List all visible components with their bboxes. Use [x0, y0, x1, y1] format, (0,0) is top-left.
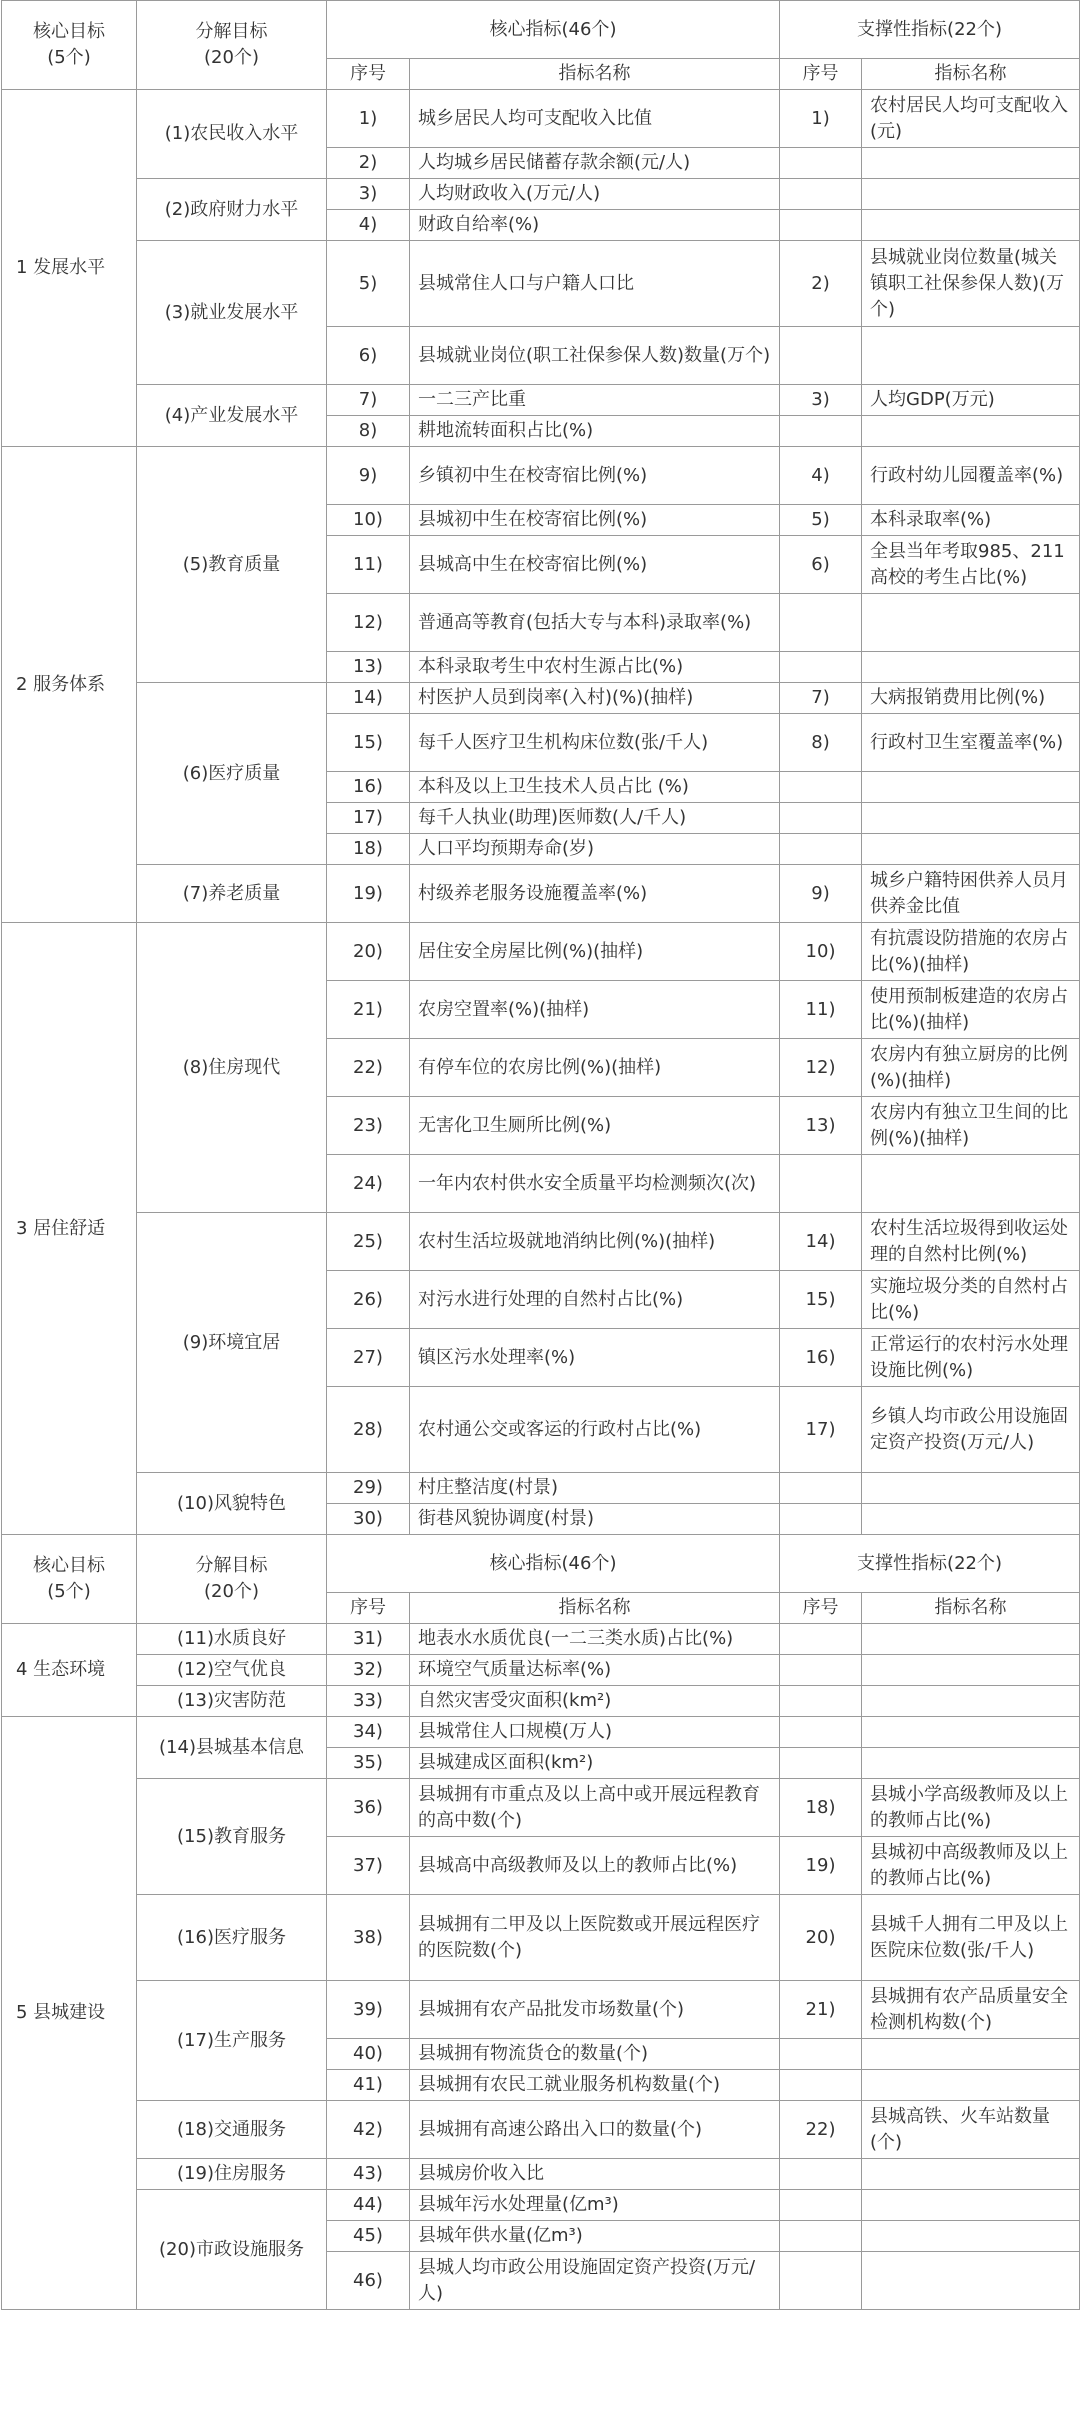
support-name: 农村居民人均可支配收入(元) [862, 90, 1080, 148]
core-goal-cell: 4 生态环境 [2, 1624, 137, 1717]
core-name: 县城高中生在校寄宿比例(%) [410, 536, 780, 594]
empty-cell [862, 416, 1080, 447]
empty-cell [780, 148, 862, 179]
support-name: 乡镇人均市政公用设施固定资产投资(万元/人) [862, 1387, 1080, 1473]
header-support-indicator: 支撑性指标(22个) [780, 1, 1080, 59]
support-seq: 19) [780, 1837, 862, 1895]
empty-cell [780, 1624, 862, 1655]
sub-goal-cell: (19)住房服务 [137, 2159, 327, 2190]
table-row [2, 865, 1080, 923]
core-seq: 44) [327, 2190, 410, 2221]
sub-goal-cell: (7)养老质量 [137, 865, 327, 923]
sub-goal-cell: (8)住房现代 [137, 923, 327, 1213]
core-name: 县城年供水量(亿m³) [410, 2221, 780, 2252]
support-name: 农村生活垃圾得到收运处理的自然村比例(%) [862, 1213, 1080, 1271]
support-seq: 3) [780, 385, 862, 416]
core-seq: 33) [327, 1686, 410, 1717]
core-seq: 12) [327, 594, 410, 652]
support-seq: 7) [780, 683, 862, 714]
core-name: 县城年污水处理量(亿m³) [410, 2190, 780, 2221]
empty-cell [780, 772, 862, 803]
core-name: 一二三产比重 [410, 385, 780, 416]
core-name: 县城拥有高速公路出入口的数量(个) [410, 2101, 780, 2159]
sub-goal-cell: (18)交通服务 [137, 2101, 327, 2159]
support-seq: 22) [780, 2101, 862, 2159]
support-name: 农房内有独立厨房的比例(%)(抽样) [862, 1039, 1080, 1097]
core-name: 乡镇初中生在校寄宿比例(%) [410, 447, 780, 505]
header-core-goal: 核心目标 (5个) [2, 1535, 137, 1624]
support-name: 县城拥有农产品质量安全检测机构数(个) [862, 1981, 1080, 2039]
empty-cell [862, 1655, 1080, 1686]
support-seq: 4) [780, 447, 862, 505]
table-row [2, 90, 1080, 148]
core-name: 村庄整洁度(村景) [410, 1473, 780, 1504]
table-row [2, 1686, 1080, 1717]
core-seq: 31) [327, 1624, 410, 1655]
core-seq: 27) [327, 1329, 410, 1387]
core-goal-cell: 2 服务体系 [2, 447, 137, 923]
empty-cell [862, 2159, 1080, 2190]
empty-cell [862, 210, 1080, 241]
sub-goal-cell: (16)医疗服务 [137, 1895, 327, 1981]
header-name: 指标名称 [410, 1593, 780, 1624]
core-seq: 22) [327, 1039, 410, 1097]
core-seq: 14) [327, 683, 410, 714]
support-name: 县城初中高级教师及以上的教师占比(%) [862, 1837, 1080, 1895]
support-seq: 17) [780, 1387, 862, 1473]
empty-cell [862, 2252, 1080, 2310]
empty-cell [780, 1655, 862, 1686]
support-name: 人均GDP(万元) [862, 385, 1080, 416]
core-seq: 34) [327, 1717, 410, 1748]
core-seq: 30) [327, 1504, 410, 1535]
core-seq: 29) [327, 1473, 410, 1504]
core-seq: 17) [327, 803, 410, 834]
core-name: 农房空置率(%)(抽样) [410, 981, 780, 1039]
empty-cell [780, 1717, 862, 1748]
table-row [2, 2159, 1080, 2190]
empty-cell [862, 2070, 1080, 2101]
support-name: 县城千人拥有二甲及以上医院床位数(张/千人) [862, 1895, 1080, 1981]
header-core-indicator: 核心指标(46个) [327, 1, 780, 59]
core-name: 县城高中高级教师及以上的教师占比(%) [410, 1837, 780, 1895]
empty-cell [780, 803, 862, 834]
empty-cell [780, 179, 862, 210]
support-name: 行政村幼儿园覆盖率(%) [862, 447, 1080, 505]
core-name: 人均城乡居民储蓄存款余额(元/人) [410, 148, 780, 179]
support-seq: 18) [780, 1779, 862, 1837]
core-name: 村医护人员到岗率(入村)(%)(抽样) [410, 683, 780, 714]
header-core-goal: 核心目标 (5个) [2, 1, 137, 90]
empty-cell [780, 2221, 862, 2252]
sub-goal-cell: (6)医疗质量 [137, 683, 327, 865]
core-name: 县城常住人口规模(万人) [410, 1717, 780, 1748]
support-name: 大病报销费用比例(%) [862, 683, 1080, 714]
sub-goal-cell: (14)县城基本信息 [137, 1717, 327, 1779]
empty-cell [862, 772, 1080, 803]
empty-cell [862, 1504, 1080, 1535]
core-name: 农村生活垃圾就地消纳比例(%)(抽样) [410, 1213, 780, 1271]
table-row [2, 2101, 1080, 2159]
core-seq: 42) [327, 2101, 410, 2159]
sub-goal-cell: (10)风貌特色 [137, 1473, 327, 1535]
empty-cell [862, 1686, 1080, 1717]
support-name: 本科录取率(%) [862, 505, 1080, 536]
support-seq: 10) [780, 923, 862, 981]
core-seq: 20) [327, 923, 410, 981]
support-name: 县城高铁、火车站数量(个) [862, 2101, 1080, 2159]
support-seq: 5) [780, 505, 862, 536]
empty-cell [862, 2039, 1080, 2070]
header-seq: 序号 [327, 59, 410, 90]
empty-cell [862, 1748, 1080, 1779]
empty-cell [862, 327, 1080, 385]
empty-cell [780, 327, 862, 385]
support-seq: 13) [780, 1097, 862, 1155]
core-seq: 26) [327, 1271, 410, 1329]
empty-cell [780, 1748, 862, 1779]
core-seq: 8) [327, 416, 410, 447]
sub-goal-cell: (1)农民收入水平 [137, 90, 327, 179]
core-name: 县城就业岗位(职工社保参保人数)数量(万个) [410, 327, 780, 385]
core-seq: 18) [327, 834, 410, 865]
empty-cell [862, 1624, 1080, 1655]
core-name: 无害化卫生厕所比例(%) [410, 1097, 780, 1155]
support-name: 正常运行的农村污水处理设施比例(%) [862, 1329, 1080, 1387]
empty-cell [780, 2039, 862, 2070]
core-name: 城乡居民人均可支配收入比值 [410, 90, 780, 148]
sub-goal-cell: (12)空气优良 [137, 1655, 327, 1686]
core-seq: 7) [327, 385, 410, 416]
core-name: 每千人执业(助理)医师数(人/千人) [410, 803, 780, 834]
table-header-row [2, 1, 1080, 59]
header-seq: 序号 [780, 59, 862, 90]
support-seq: 14) [780, 1213, 862, 1271]
core-name: 本科录取考生中农村生源占比(%) [410, 652, 780, 683]
core-name: 县城建成区面积(km²) [410, 1748, 780, 1779]
core-seq: 1) [327, 90, 410, 148]
support-seq: 21) [780, 1981, 862, 2039]
table-row [2, 1717, 1080, 1748]
sub-goal-cell: (20)市政设施服务 [137, 2190, 327, 2310]
core-seq: 4) [327, 210, 410, 241]
support-seq: 8) [780, 714, 862, 772]
core-seq: 41) [327, 2070, 410, 2101]
core-name: 有停车位的农房比例(%)(抽样) [410, 1039, 780, 1097]
core-name: 县城初中生在校寄宿比例(%) [410, 505, 780, 536]
sub-goal-cell: (11)水质良好 [137, 1624, 327, 1655]
core-goal-cell: 1 发展水平 [2, 90, 137, 447]
empty-cell [780, 834, 862, 865]
sub-goal-cell: (13)灾害防范 [137, 1686, 327, 1717]
header-name: 指标名称 [862, 1593, 1080, 1624]
core-seq: 32) [327, 1655, 410, 1686]
table-row [2, 1624, 1080, 1655]
core-seq: 13) [327, 652, 410, 683]
core-name: 农村通公交或客运的行政村占比(%) [410, 1387, 780, 1473]
support-seq: 2) [780, 241, 862, 327]
core-name: 环境空气质量达标率(%) [410, 1655, 780, 1686]
core-seq: 5) [327, 241, 410, 327]
core-name: 普通高等教育(包括大专与本科)录取率(%) [410, 594, 780, 652]
header-seq: 序号 [327, 1593, 410, 1624]
header-name: 指标名称 [410, 59, 780, 90]
core-seq: 3) [327, 179, 410, 210]
empty-cell [862, 179, 1080, 210]
empty-cell [780, 2252, 862, 2310]
core-seq: 11) [327, 536, 410, 594]
core-name: 县城拥有物流货仓的数量(个) [410, 2039, 780, 2070]
empty-cell [862, 2190, 1080, 2221]
core-seq: 19) [327, 865, 410, 923]
core-seq: 10) [327, 505, 410, 536]
core-name: 每千人医疗卫生机构床位数(张/千人) [410, 714, 780, 772]
core-seq: 40) [327, 2039, 410, 2070]
empty-cell [780, 2190, 862, 2221]
core-name: 一年内农村供水安全质量平均检测频次(次) [410, 1155, 780, 1213]
core-goal-cell: 5 县城建设 [2, 1717, 137, 2310]
core-seq: 38) [327, 1895, 410, 1981]
core-name: 县城常住人口与户籍人口比 [410, 241, 780, 327]
core-name: 县城拥有二甲及以上医院数或开展远程医疗的医院数(个) [410, 1895, 780, 1981]
core-name: 人口平均预期寿命(岁) [410, 834, 780, 865]
core-seq: 45) [327, 2221, 410, 2252]
table-header-row [2, 1535, 1080, 1593]
sub-goal-cell: (9)环境宜居 [137, 1213, 327, 1473]
core-seq: 23) [327, 1097, 410, 1155]
support-name: 全县当年考取985、211高校的考生占比(%) [862, 536, 1080, 594]
empty-cell [862, 2221, 1080, 2252]
core-name: 地表水水质优良(一二三类水质)占比(%) [410, 1624, 780, 1655]
core-name: 县城拥有市重点及以上高中或开展远程教育的高中数(个) [410, 1779, 780, 1837]
core-name: 耕地流转面积占比(%) [410, 416, 780, 447]
empty-cell [780, 2070, 862, 2101]
sub-goal-cell: (3)就业发展水平 [137, 241, 327, 385]
header-sub-goal: 分解目标 (20个) [137, 1535, 327, 1624]
support-seq: 16) [780, 1329, 862, 1387]
core-name: 对污水进行处理的自然村占比(%) [410, 1271, 780, 1329]
empty-cell [780, 416, 862, 447]
sub-goal-cell: (4)产业发展水平 [137, 385, 327, 447]
indicator-table [1, 0, 1080, 2310]
core-seq: 24) [327, 1155, 410, 1213]
table-row [2, 1895, 1080, 1981]
empty-cell [862, 803, 1080, 834]
sub-goal-cell: (15)教育服务 [137, 1779, 327, 1895]
core-name: 县城拥有农产品批发市场数量(个) [410, 1981, 780, 2039]
empty-cell [862, 148, 1080, 179]
core-name: 村级养老服务设施覆盖率(%) [410, 865, 780, 923]
empty-cell [780, 210, 862, 241]
empty-cell [780, 1504, 862, 1535]
core-seq: 6) [327, 327, 410, 385]
support-seq: 1) [780, 90, 862, 148]
empty-cell [780, 652, 862, 683]
empty-cell [862, 1155, 1080, 1213]
core-seq: 15) [327, 714, 410, 772]
header-name: 指标名称 [862, 59, 1080, 90]
empty-cell [780, 1686, 862, 1717]
table-row [2, 1779, 1080, 1837]
core-seq: 36) [327, 1779, 410, 1837]
support-seq: 6) [780, 536, 862, 594]
core-name: 县城人均市政公用设施固定资产投资(万元/人) [410, 2252, 780, 2310]
core-name: 街巷风貌协调度(村景) [410, 1504, 780, 1535]
core-name: 人均财政收入(万元/人) [410, 179, 780, 210]
core-name: 本科及以上卫生技术人员占比 (%) [410, 772, 780, 803]
support-name: 县城就业岗位数量(城关镇职工社保参保人数)(万个) [862, 241, 1080, 327]
core-name: 居住安全房屋比例(%)(抽样) [410, 923, 780, 981]
empty-cell [780, 1473, 862, 1504]
table-row [2, 241, 1080, 327]
empty-cell [862, 1473, 1080, 1504]
empty-cell [862, 652, 1080, 683]
table-row [2, 923, 1080, 981]
support-name: 有抗震设防措施的农房占比(%)(抽样) [862, 923, 1080, 981]
support-seq: 20) [780, 1895, 862, 1981]
sub-goal-cell: (5)教育质量 [137, 447, 327, 683]
core-seq: 28) [327, 1387, 410, 1473]
header-seq: 序号 [780, 1593, 862, 1624]
header-support-indicator: 支撑性指标(22个) [780, 1535, 1080, 1593]
support-seq: 12) [780, 1039, 862, 1097]
sub-goal-cell: (2)政府财力水平 [137, 179, 327, 241]
table-row [2, 385, 1080, 416]
header-core-indicator: 核心指标(46个) [327, 1535, 780, 1593]
sub-goal-cell: (17)生产服务 [137, 1981, 327, 2101]
empty-cell [862, 834, 1080, 865]
core-name: 镇区污水处理率(%) [410, 1329, 780, 1387]
table-row [2, 1981, 1080, 2039]
table-row [2, 1655, 1080, 1686]
core-seq: 39) [327, 1981, 410, 2039]
empty-cell [780, 594, 862, 652]
support-name: 使用预制板建造的农房占比(%)(抽样) [862, 981, 1080, 1039]
header-sub-goal: 分解目标 (20个) [137, 1, 327, 90]
support-seq: 15) [780, 1271, 862, 1329]
table-row [2, 1213, 1080, 1271]
core-seq: 43) [327, 2159, 410, 2190]
table-row [2, 179, 1080, 210]
core-seq: 35) [327, 1748, 410, 1779]
core-name: 自然灾害受灾面积(km²) [410, 1686, 780, 1717]
support-name: 县城小学高级教师及以上的教师占比(%) [862, 1779, 1080, 1837]
table-row [2, 683, 1080, 714]
empty-cell [780, 2159, 862, 2190]
core-goal-cell: 3 居住舒适 [2, 923, 137, 1535]
core-seq: 16) [327, 772, 410, 803]
core-seq: 21) [327, 981, 410, 1039]
empty-cell [862, 594, 1080, 652]
core-name: 财政自给率(%) [410, 210, 780, 241]
core-seq: 9) [327, 447, 410, 505]
core-name: 县城房价收入比 [410, 2159, 780, 2190]
empty-cell [862, 1717, 1080, 1748]
support-name: 行政村卫生室覆盖率(%) [862, 714, 1080, 772]
support-name: 实施垃圾分类的自然村占比(%) [862, 1271, 1080, 1329]
support-name: 农房内有独立卫生间的比例(%)(抽样) [862, 1097, 1080, 1155]
support-seq: 11) [780, 981, 862, 1039]
core-name: 县城拥有农民工就业服务机构数量(个) [410, 2070, 780, 2101]
support-name: 城乡户籍特困供养人员月供养金比值 [862, 865, 1080, 923]
core-seq: 37) [327, 1837, 410, 1895]
table-row [2, 447, 1080, 505]
table-row [2, 2190, 1080, 2221]
table-row [2, 1473, 1080, 1504]
empty-cell [780, 1155, 862, 1213]
support-seq: 9) [780, 865, 862, 923]
core-seq: 2) [327, 148, 410, 179]
core-seq: 25) [327, 1213, 410, 1271]
core-seq: 46) [327, 2252, 410, 2310]
